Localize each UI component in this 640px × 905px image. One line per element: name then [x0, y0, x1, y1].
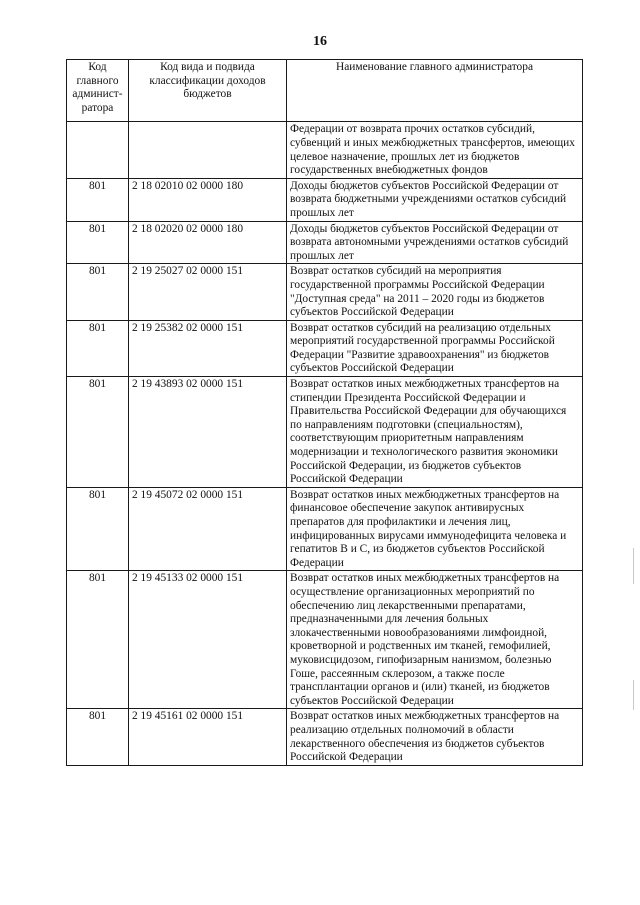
revenue-administrators-table — [66, 59, 583, 766]
classification-code-cell: 2 19 25382 02 0000 151 — [129, 320, 287, 376]
admin-code-cell: 801 — [67, 178, 129, 221]
classification-code-cell: 2 18 02010 02 0000 180 — [129, 178, 287, 221]
table-row — [67, 377, 583, 488]
classification-code-cell: 2 19 25027 02 0000 151 — [129, 264, 287, 320]
classification-code-cell: 2 19 45072 02 0000 151 — [129, 487, 287, 571]
table-row — [67, 221, 583, 264]
admin-name-cell: Возврат остатков иных межбюджетных трансфертов на финансовое обеспечение закупок антивирусных препаратов для профилактики и лечения лиц, инфицированных вирусами иммунодефицита человека и гепатитов B и C, из бюджетов субъектов Российской Федерации — [287, 487, 583, 571]
page-number: 16 — [313, 34, 327, 49]
admin-name-cell: Федерации от возврата прочих остатков субсидий, субвенций и иных межбюджетных трансфертов, имеющих целевое назначение, прошлых лет из бюджетов государственных внебюджетных фондов — [287, 122, 583, 178]
admin-code-cell: 801 — [67, 320, 129, 376]
classification-code-cell: 2 18 02020 02 0000 180 — [129, 221, 287, 264]
admin-code-cell: 801 — [67, 487, 129, 571]
table-row — [67, 487, 583, 571]
classification-code-cell: 2 19 45161 02 0000 151 — [129, 709, 287, 765]
table-row — [67, 122, 583, 178]
admin-name-cell: Возврат остатков иных межбюджетных трансфертов на реализацию отдельных полномочий в области лекарственного обеспечения из бюджетов субъектов Российской Федерации — [287, 709, 583, 765]
admin-code-cell: 801 — [67, 709, 129, 765]
table-row — [67, 178, 583, 221]
admin-code-cell: 801 — [67, 221, 129, 264]
admin-name-cell: Возврат остатков иных межбюджетных трансфертов на стипендии Президента Российской Федерации и Правительства Российской Федерации для обучающихся по направлениям подготовки (специальностям), соответствующим приоритетным направлениям модернизации и технологического развития экономики Российской Федерации, из бюджетов субъектов Российской Федерации — [287, 377, 583, 488]
admin-code-cell: 801 — [67, 264, 129, 320]
scan-artifact — [633, 680, 634, 710]
admin-name-cell: Возврат остатков субсидий на мероприятия государственной программы Российской Федерации "Доступная среда" на 2011 – 2020 годы из бюджетов субъектов Российской Федерации — [287, 264, 583, 320]
header-admin-code: Код главного админист-ратора — [67, 60, 129, 122]
table-row — [67, 709, 583, 765]
scan-artifact — [633, 548, 634, 584]
admin-name-cell: Доходы бюджетов субъектов Российской Федерации от возврата бюджетными учреждениями остатков субсидий прошлых лет — [287, 178, 583, 221]
admin-code-cell: 801 — [67, 571, 129, 709]
admin-name-cell: Возврат остатков иных межбюджетных трансфертов на осуществление организационных мероприятий по обеспечению лиц лекарственными препаратами, предназначенными для лечения больных злокачественными новообразованиями лимфоидной, кроветворной и родственных им тканей, гемофилией, муковисцидозом, гипофизарным нанизмом, болезнью Гоше, рассеянным склерозом, а также после трансплантации органов и (или) тканей, из бюджетов субъектов Российской Федерации — [287, 571, 583, 709]
admin-name-cell: Доходы бюджетов субъектов Российской Федерации от возврата автономными учреждениями остатков субсидий прошлых лет — [287, 221, 583, 264]
table-header-row — [67, 60, 583, 122]
table-row — [67, 264, 583, 320]
table-row — [67, 320, 583, 376]
table-row — [67, 571, 583, 709]
header-classification-code: Код вида и подвида классификации доходов бюджетов — [129, 60, 287, 122]
admin-code-cell — [67, 122, 129, 178]
header-admin-name: Наименование главного администратора — [287, 60, 583, 122]
classification-code-cell: 2 19 45133 02 0000 151 — [129, 571, 287, 709]
admin-name-cell: Возврат остатков субсидий на реализацию отдельных мероприятий государственной программы Российской Федерации "Развитие здравоохранения" из бюджетов субъектов Российской Федерации — [287, 320, 583, 376]
classification-code-cell — [129, 122, 287, 178]
classification-code-cell: 2 19 43893 02 0000 151 — [129, 377, 287, 488]
admin-code-cell: 801 — [67, 377, 129, 488]
